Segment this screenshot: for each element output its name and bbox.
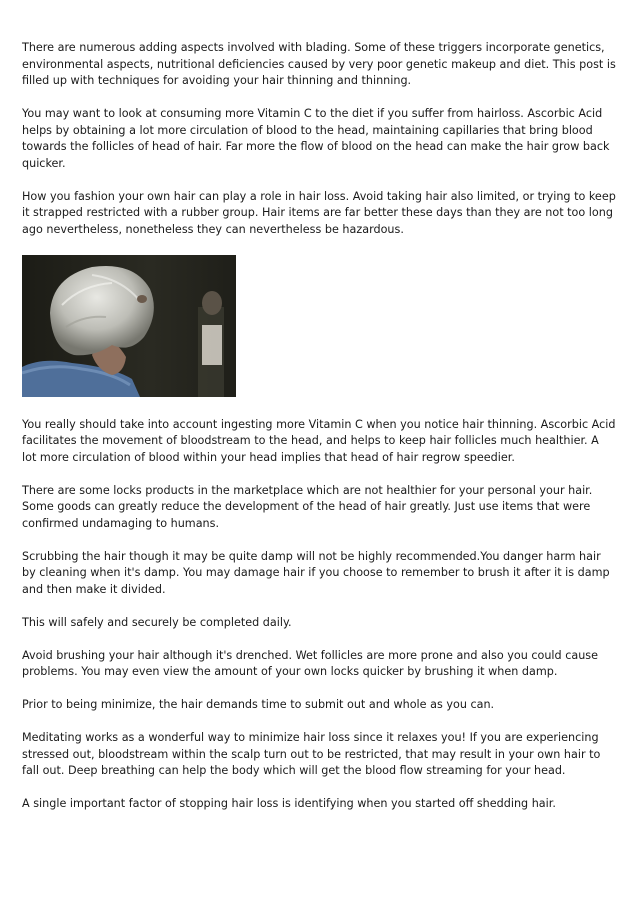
background-figure-shirt (202, 325, 222, 365)
paragraph-9: Prior to being minimize, the hair demands time to submit out and whole as you can. (22, 698, 495, 711)
paragraph-2: You may want to look at consuming more Vitamin C to the diet if you suffer from hairloss. Ascorbic Acid helps by obtaining a lot more circulation of blood to the head, maintaining capillaries that bring blood towards the follicles of head of hair. Far more the flow of blood on the head can make the hair grow back quicker. (22, 107, 610, 170)
paragraph-11: A single important factor of stopping hair loss is identifying when you started off shedding hair. (22, 797, 556, 810)
paragraph-8: Avoid brushing your hair although it's drenched. Wet follicles are more prone and also you could cause problems. You may even view the amount of your own locks quicker by brushing it when damp. (22, 648, 599, 678)
paragraph-10: Meditating works as a wonderful way to minimize hair loss since it relaxes you! If you are experiencing stressed out, bloodstream within the scalp turn out to be restricted, that may result in your own hair to fall out. Deep breathing can help the body which will get the blood flow streaming for your head. (22, 731, 601, 777)
paragraph-5: There are some locks products in the marketplace which are not healthier for your personal your hair. Some goods can greatly reduce the development of the head of hair greatly. Just use items that were confirmed undamaging to humans. (22, 483, 593, 530)
article-body (22, 40, 616, 829)
paragraph-6: Scrubbing the hair though it may be quite damp will not be highly recommended.You danger harm hair by cleaning when it's damp. You may damage hair if you choose to remember to brush it after it is damp and then make it divided. (22, 549, 610, 596)
background-figure-head (202, 291, 222, 315)
paragraph-3: How you fashion your own hair can play a role in hair loss. Avoid taking hair also limited, or trying to keep it strapped restricted with a rubber group. Hair items are far better these days than they are not too long ago nevertheless, nonetheless they can nevertheless be hazardous. (22, 189, 616, 236)
paragraph-1: There are numerous adding aspects involved with blading. Some of these triggers incorporate genetics, environmental aspects, nutritional deficiencies caused by very poor genetic makeup and diet. This post is filled up with techniques for avoiding your hair thinning and thinning. (22, 41, 616, 87)
paragraph-4: You really should take into account ingesting more Vitamin C when you notice hair thinning. Ascorbic Acid facilitates the movement of bloodstream to the head, and helps to keep hair follicles much healthier. A lot more circulation of blood within your head implies that head of hair regrow speedier. (22, 417, 616, 464)
paragraph-7: This will safely and securely be completed daily. (22, 615, 292, 629)
elderly-woman-photo (22, 255, 236, 397)
article-photo (22, 255, 236, 397)
hair-clip (137, 295, 147, 303)
